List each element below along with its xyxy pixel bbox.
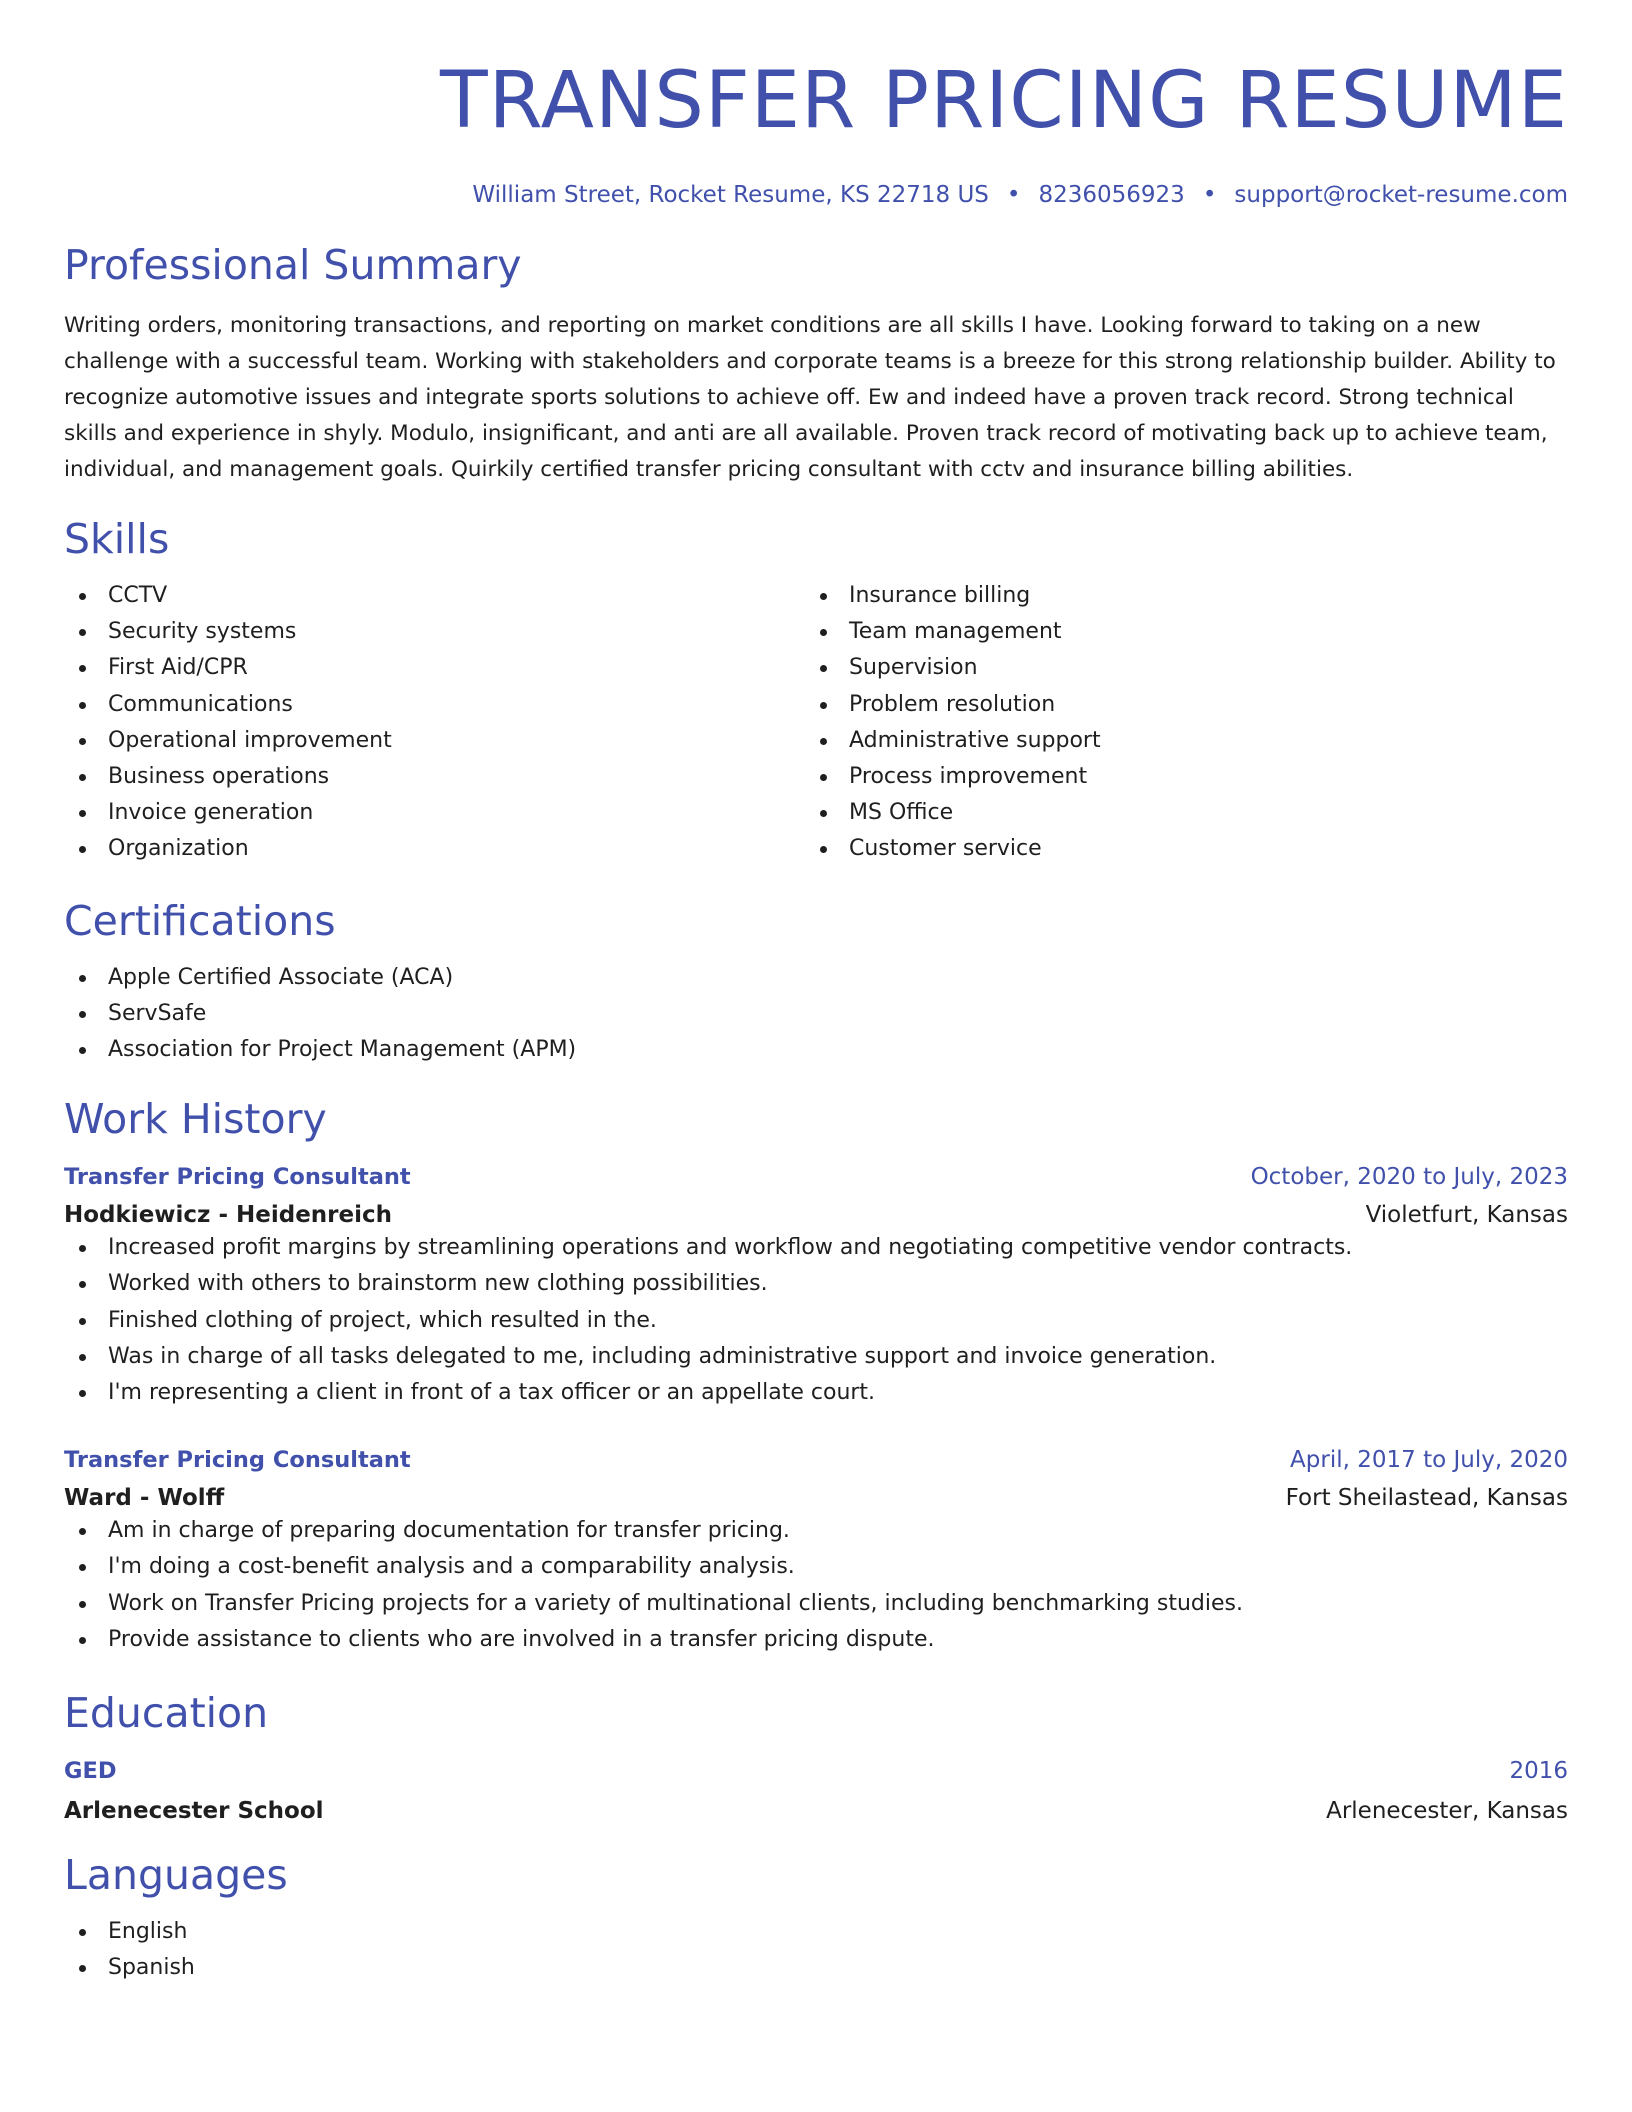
certification-item: ServSafe	[64, 996, 1568, 1032]
language-item: English	[64, 1914, 1568, 1950]
job-company-row	[64, 1192, 1568, 1230]
section-title-summary: Professional Summary	[64, 241, 522, 289]
job-bullet: I'm doing a cost-benefit analysis and a comparability analysis.	[64, 1549, 1568, 1585]
job-location: Violetfurt, Kansas	[1365, 1202, 1568, 1229]
job-company: Ward - Wolff	[64, 1485, 225, 1512]
contact-line	[64, 180, 1568, 210]
job-entry	[64, 1162, 1568, 1411]
section-title-certifications: Certifications	[64, 896, 336, 945]
resume-title: TRANSFER PRICING RESUME	[440, 56, 1568, 146]
section-title-work-history: Work History	[64, 1095, 327, 1144]
skill-item: Problem resolution	[805, 687, 1546, 723]
skill-item: Organization	[64, 831, 805, 867]
job-bullet: Increased profit margins by streamlining operations and workflow and negotiating competitive vendor contracts.	[64, 1230, 1568, 1266]
job-dates: October, 2020 to July, 2023	[1250, 1164, 1568, 1191]
skills-columns	[64, 578, 1568, 868]
skill-item: Team management	[805, 614, 1546, 650]
job-header-row	[64, 1445, 1568, 1475]
job-title: Transfer Pricing Consultant	[64, 1447, 411, 1474]
job-bullet: Finished clothing of project, which resulted in the.	[64, 1303, 1568, 1339]
job-bullet: Provide assistance to clients who are involved in a transfer pricing dispute.	[64, 1622, 1568, 1658]
education-degree: GED	[64, 1758, 117, 1785]
section-title-skills: Skills	[64, 515, 170, 563]
contact-separator: •	[1006, 182, 1021, 208]
education-school-row	[64, 1786, 1568, 1826]
languages-list	[64, 1914, 1568, 1986]
job-bullet: I'm representing a client in front of a tax officer or an appellate court.	[64, 1375, 1568, 1411]
skill-item: Security systems	[64, 614, 805, 650]
job-bullets	[64, 1513, 1568, 1658]
skill-item: Communications	[64, 687, 805, 723]
job-bullet: Was in charge of all tasks delegated to me, including administrative support and invoice generation.	[64, 1339, 1568, 1375]
skill-item: Administrative support	[805, 723, 1546, 759]
skills-list-left	[64, 578, 805, 868]
skill-item: Customer service	[805, 831, 1546, 867]
contact-phone: 8236056923	[1038, 182, 1185, 208]
job-location: Fort Sheilastead, Kansas	[1285, 1485, 1568, 1512]
certifications-list	[64, 960, 1568, 1069]
job-company: Hodkiewicz - Heidenreich	[64, 1202, 393, 1229]
resume-header	[64, 56, 1568, 210]
skill-item: CCTV	[64, 578, 805, 614]
education-header-row	[64, 1756, 1568, 1786]
contact-email: support@rocket-resume.com	[1234, 182, 1568, 208]
skill-item: Insurance billing	[805, 578, 1546, 614]
skill-item: Business operations	[64, 759, 805, 795]
skills-list-right	[805, 578, 1546, 868]
summary-text: Writing orders, monitoring transactions, and reporting on market conditions are all skills I have. Looking forward to taking on a new challenge with a successful team. Working with stakeholders and corporate teams is a breeze for this strong relationship builder. Ability to recognize automotive issues and integrate sports solutions to achieve off. Ew and indeed have a proven track record. Strong technical skills and experience in shyly. Modulo, insignificant, and anti are all available. Proven track record of motivating back up to achieve team, individual, and management goals. Quirkily certified transfer pricing consultant with cctv and insurance billing abilities.	[64, 313, 1556, 482]
education-school: Arlenecester School	[64, 1798, 324, 1825]
skill-item: First Aid/CPR	[64, 650, 805, 686]
job-dates: April, 2017 to July, 2020	[1290, 1447, 1568, 1474]
job-bullet: Work on Transfer Pricing projects for a variety of multinational clients, including benchmarking studies.	[64, 1586, 1568, 1622]
job-entry	[64, 1445, 1568, 1658]
skill-item: MS Office	[805, 795, 1546, 831]
skill-item: Process improvement	[805, 759, 1546, 795]
language-item: Spanish	[64, 1950, 1568, 1986]
job-header-row	[64, 1162, 1568, 1192]
skill-item: Operational improvement	[64, 723, 805, 759]
job-bullet: Worked with others to brainstorm new clothing possibilities.	[64, 1266, 1568, 1302]
section-title-languages: Languages	[64, 1851, 288, 1900]
job-company-row	[64, 1475, 1568, 1513]
skill-item: Invoice generation	[64, 795, 805, 831]
job-bullets	[64, 1230, 1568, 1411]
job-title: Transfer Pricing Consultant	[64, 1164, 411, 1191]
education-entry	[64, 1756, 1568, 1826]
certification-item: Apple Certified Associate (ACA)	[64, 960, 1568, 996]
certification-item: Association for Project Management (APM)	[64, 1032, 1568, 1068]
skill-item: Supervision	[805, 650, 1546, 686]
contact-address: William Street, Rocket Resume, KS 22718 US	[472, 182, 989, 208]
contact-separator: •	[1202, 182, 1217, 208]
education-year: 2016	[1509, 1758, 1568, 1785]
job-bullet: Am in charge of preparing documentation for transfer pricing.	[64, 1513, 1568, 1549]
education-location: Arlenecester, Kansas	[1326, 1798, 1568, 1825]
section-title-education: Education	[64, 1689, 269, 1738]
